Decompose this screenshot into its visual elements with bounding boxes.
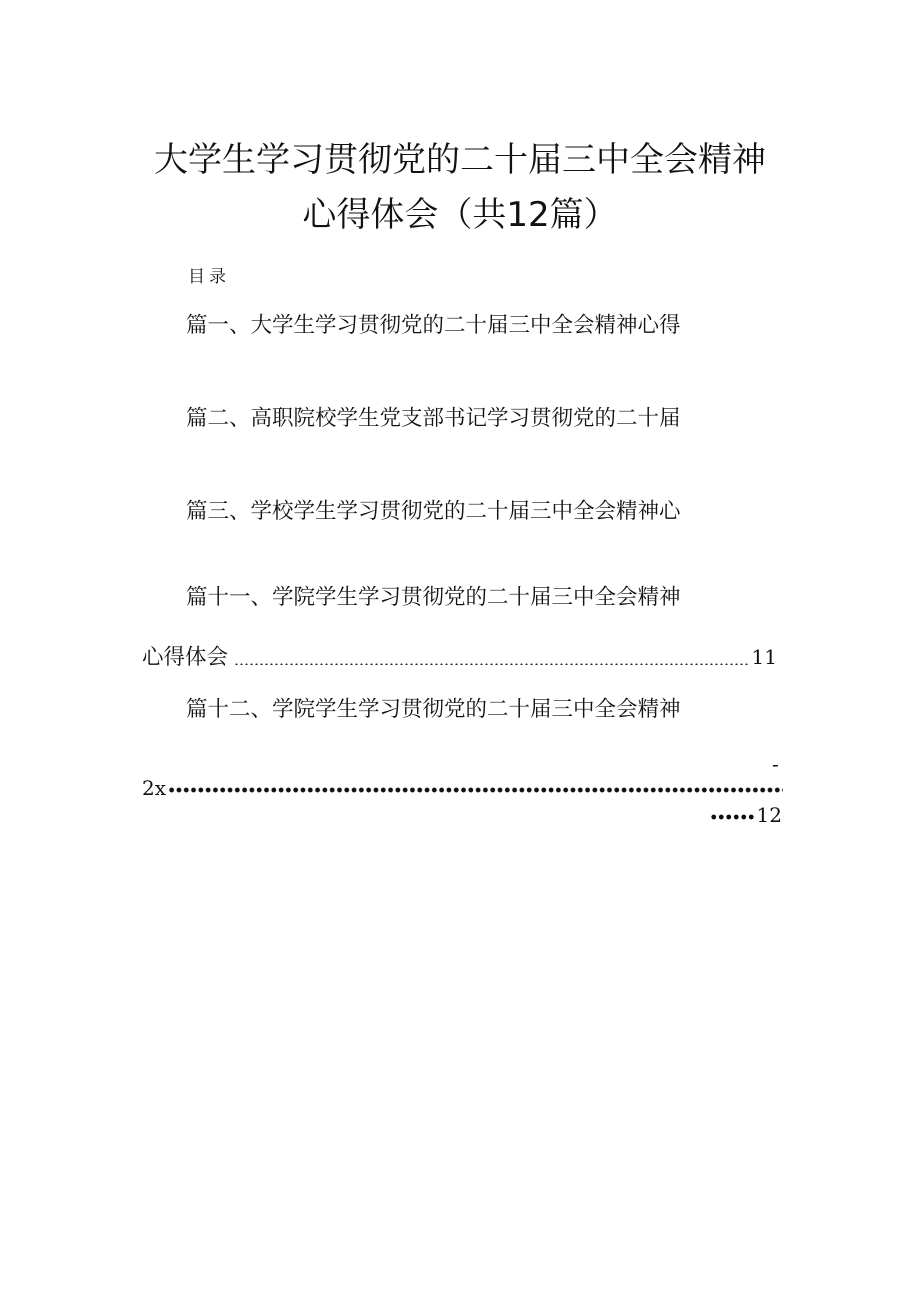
toc-dash-mark: -	[772, 752, 779, 776]
document-title-line-1: 大学生学习贯彻党的二十届三中全会精神	[154, 140, 766, 180]
toc-page-number: 11	[751, 645, 777, 669]
toc-entry-11-continuation-text: 心得体会	[142, 645, 229, 670]
toc-entry-11[interactable]: 篇十一、学院学生学习贯彻党的二十届三中全会精神	[186, 585, 681, 610]
toc-bullet-leader	[168, 787, 783, 793]
toc-entry-1[interactable]: 篇一、大学生学习贯彻党的二十届三中全会精神心得	[186, 313, 681, 338]
toc-entry-12-page-line	[710, 803, 782, 827]
toc-heading: 目录	[188, 267, 230, 287]
toc-page-number: 12	[756, 803, 782, 827]
toc-entry-12[interactable]: 篇十二、学院学生学习贯彻党的二十届三中全会精神	[186, 697, 681, 722]
toc-entry-11-continuation[interactable]	[142, 640, 777, 671]
toc-bullet-leader-short	[710, 814, 754, 820]
toc-leader-dots	[234, 663, 748, 665]
toc-entry-12-prefix: 2x	[142, 776, 167, 800]
toc-entry-3[interactable]: 篇三、学校学生学习贯彻党的二十届三中全会精神心	[186, 499, 681, 524]
toc-entry-12-continuation[interactable]	[142, 776, 783, 800]
document-title-line-2: 心得体会（共12篇）	[302, 195, 618, 235]
toc-entry-2[interactable]: 篇二、高职院校学生党支部书记学习贯彻党的二十届	[186, 406, 681, 431]
